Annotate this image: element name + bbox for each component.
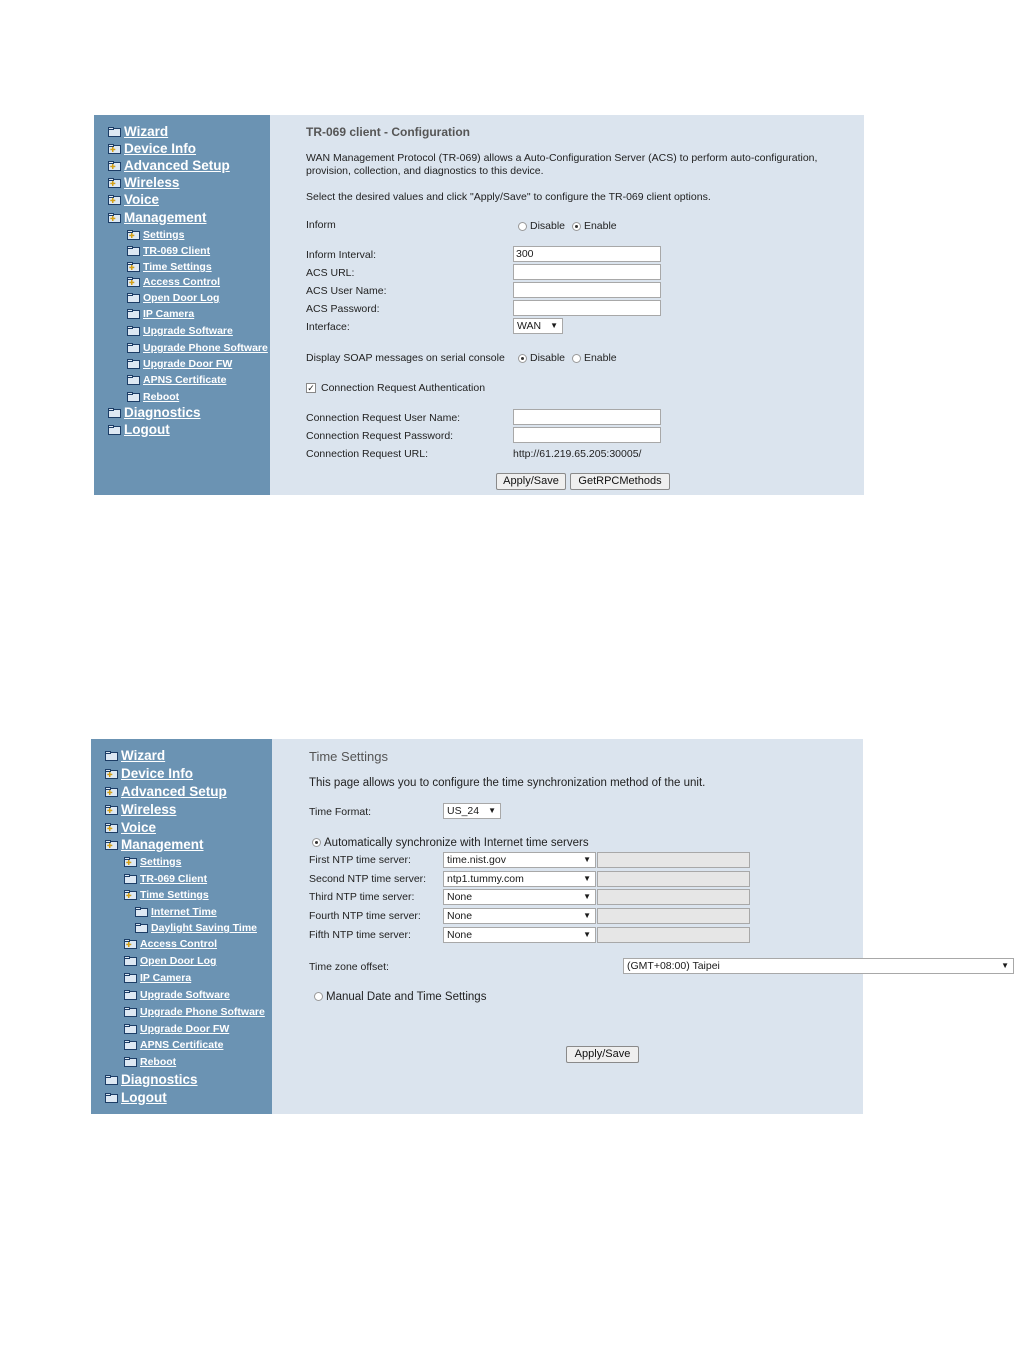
timezone-select[interactable] <box>623 958 1014 974</box>
folder-icon <box>105 1093 118 1103</box>
folder-icon <box>127 293 140 303</box>
manual-row <box>314 991 486 1003</box>
soap-disable-radio[interactable] <box>518 354 527 363</box>
sidebar-item-label[interactable]: TR-069 Client <box>140 873 208 885</box>
conn-user-label: Connection Request User Name: <box>306 412 461 424</box>
folder-plus-icon <box>124 939 137 949</box>
sidebar-nav <box>94 115 270 495</box>
ntp-server-value: None <box>447 910 473 923</box>
folder-icon <box>105 1075 118 1085</box>
ntp-server-value: None <box>447 891 473 904</box>
sidebar-item-settings[interactable] <box>124 856 181 868</box>
folder-plus-icon <box>108 178 121 188</box>
page-title: Time Settings <box>309 749 388 764</box>
inform-disable-label: Disable <box>530 220 566 232</box>
sidebar-item-label[interactable]: Wireless <box>121 802 177 817</box>
sidebar-item-apns-certificate[interactable] <box>127 374 226 386</box>
sidebar-item-label[interactable]: Advanced Setup <box>124 158 230 173</box>
sidebar-item-label[interactable]: Device Info <box>124 141 197 156</box>
time-format-value: US_24 <box>447 805 480 817</box>
folder-icon <box>124 1057 137 1067</box>
sidebar-item-voice[interactable] <box>105 820 156 835</box>
chevron-down-icon: ▼ <box>550 321 558 330</box>
auto-sync-label: Automatically synchronize with Internet time servers <box>324 837 589 849</box>
chevron-down-icon: ▼ <box>583 929 591 939</box>
inform-disable-radio[interactable] <box>518 222 527 231</box>
time-settings-content <box>272 739 1009 1114</box>
folder-plus-icon <box>127 262 140 272</box>
soap-enable-label: Enable <box>583 352 617 364</box>
ntp-server-label: Second NTP time server: <box>309 872 427 885</box>
folder-plus-icon <box>108 144 121 154</box>
soap-disable-label: Disable <box>530 352 566 364</box>
description-line-1: WAN Management Protocol (TR-069) allows a Auto-Configuration Server (ACS) to perform auto-configuration, <box>306 152 818 164</box>
sidebar-item-apns-certificate[interactable] <box>124 1039 223 1051</box>
folder-plus-icon <box>105 805 118 815</box>
chevron-down-icon: ▼ <box>583 873 591 883</box>
folder-icon <box>108 425 121 435</box>
chevron-down-icon: ▼ <box>583 855 591 864</box>
chevron-down-icon: ▼ <box>583 892 591 902</box>
folder-icon <box>127 375 140 385</box>
sidebar-item-label[interactable]: Time Settings <box>140 889 209 901</box>
description: This page allows you to configure the time synchronization method of the unit. <box>309 777 706 789</box>
ntp-server-other-input[interactable] <box>597 908 750 924</box>
folder-icon <box>127 359 140 369</box>
folder-icon <box>124 1024 137 1034</box>
sidebar-item-label[interactable]: Management <box>121 837 204 852</box>
sidebar-item-access-control[interactable] <box>127 276 220 288</box>
ntp-server-select[interactable] <box>443 889 596 905</box>
folder-icon <box>124 1007 137 1017</box>
conn-auth-checkbox[interactable]: ✓ <box>307 383 315 394</box>
ntp-server-other-input[interactable] <box>597 852 750 868</box>
sidebar-item-voice[interactable] <box>108 192 159 207</box>
sidebar-item-tr-069-client[interactable] <box>127 245 210 257</box>
sidebar-item-wizard[interactable] <box>108 124 168 139</box>
sidebar-item-management[interactable] <box>105 837 204 852</box>
auto-sync-radio[interactable] <box>312 838 321 847</box>
manual-radio[interactable] <box>314 992 323 1001</box>
sidebar-item-label[interactable]: Logout <box>121 1090 167 1105</box>
sidebar-item-time-settings[interactable] <box>124 889 209 901</box>
sidebar-item-label[interactable]: Access Control <box>143 276 221 288</box>
folder-icon <box>127 343 140 353</box>
inform-radio-group <box>518 220 617 232</box>
sidebar-item-diagnostics[interactable] <box>105 1072 198 1087</box>
interface-select-value: WAN <box>517 320 542 332</box>
folder-icon <box>124 990 137 1000</box>
time-format-label: Time Format: <box>309 806 372 818</box>
folder-icon <box>135 923 148 933</box>
sidebar-item-wireless[interactable] <box>108 175 179 190</box>
folder-plus-icon <box>108 195 121 205</box>
folder-icon <box>108 127 121 137</box>
get-rpc-methods-button[interactable]: GetRPCMethods <box>570 473 670 490</box>
sidebar-item-label[interactable]: Management <box>124 210 207 225</box>
sidebar-item-label[interactable]: APNS Certificate <box>140 1039 224 1051</box>
sidebar-item-upgrade-phone-software[interactable] <box>124 1006 265 1018</box>
folder-plus-icon <box>108 213 121 223</box>
sidebar-item-label[interactable]: Device Info <box>121 766 194 781</box>
sidebar-item-label[interactable]: Upgrade Software <box>140 989 230 1001</box>
ntp-server-select[interactable] <box>443 852 596 868</box>
acs-password-label: ACS Password: <box>306 303 380 315</box>
tr069-panel <box>94 115 864 495</box>
folder-icon <box>127 392 140 402</box>
sidebar-item-label[interactable]: Open Door Log <box>140 955 217 967</box>
timezone-label: Time zone offset: <box>309 961 389 973</box>
soap-label: Display SOAP messages on serial console <box>306 352 505 364</box>
sidebar-item-management[interactable] <box>108 210 207 225</box>
sidebar-item-label[interactable]: Settings <box>140 856 182 868</box>
sidebar-item-wireless[interactable] <box>105 802 176 817</box>
sidebar-item-logout[interactable] <box>108 422 170 437</box>
folder-icon <box>124 973 137 983</box>
ntp-server-value: None <box>447 928 473 941</box>
sidebar-item-reboot[interactable] <box>127 391 179 403</box>
soap-radio-group <box>518 352 617 364</box>
interface-select[interactable] <box>513 318 563 334</box>
sidebar-item-device-info[interactable] <box>108 141 196 156</box>
sidebar-item-label[interactable]: Reboot <box>143 391 180 403</box>
inform-enable-label: Enable <box>583 220 617 232</box>
folder-plus-icon <box>105 840 118 850</box>
sidebar-item-label[interactable]: APNS Certificate <box>143 374 227 386</box>
acs-url-label: ACS URL: <box>306 267 355 279</box>
sidebar-item-label[interactable]: Wizard <box>121 748 166 763</box>
sidebar-item-access-control[interactable] <box>124 938 217 950</box>
sidebar-nav <box>91 739 272 1114</box>
folder-icon <box>124 874 137 884</box>
ntp-server-other-input[interactable] <box>597 927 750 943</box>
sidebar-item-label[interactable]: Upgrade Door FW <box>143 358 233 370</box>
inform-interval-label: Inform Interval: <box>306 249 377 261</box>
sidebar-item-label[interactable]: Daylight Saving Time <box>151 922 257 934</box>
sidebar-item-advanced-setup[interactable] <box>105 784 227 799</box>
folder-plus-icon <box>105 769 118 779</box>
folder-icon <box>124 1040 137 1050</box>
page-title: TR-069 client - Configuration <box>306 125 471 139</box>
conn-auth-row <box>306 382 485 394</box>
folder-icon <box>108 408 121 418</box>
sidebar-item-label[interactable]: Diagnostics <box>121 1072 198 1087</box>
sidebar-item-upgrade-software[interactable] <box>124 989 230 1001</box>
ntp-server-other-input[interactable] <box>597 871 750 887</box>
sidebar-item-label[interactable]: Time Settings <box>143 261 212 273</box>
timezone-value: (GMT+08:00) Taipei <box>627 960 720 972</box>
folder-icon <box>135 907 148 917</box>
conn-user-input[interactable] <box>513 409 661 425</box>
ntp-server-label: Third NTP time server: <box>309 891 415 904</box>
sidebar-item-label[interactable]: TR-069 Client <box>143 245 211 257</box>
acs-user-label: ACS User Name: <box>306 285 387 297</box>
sidebar-item-upgrade-door-fw[interactable] <box>127 358 232 370</box>
inform-label: Inform <box>306 219 336 231</box>
folder-icon <box>124 956 137 966</box>
sidebar-item-label[interactable]: Logout <box>124 422 170 437</box>
description-line-2: provision, collection, and diagnostics to this device. <box>306 165 544 177</box>
sidebar-item-label[interactable]: Voice <box>121 820 157 835</box>
sidebar-item-open-door-log[interactable] <box>124 955 216 967</box>
sidebar-item-upgrade-software[interactable] <box>127 325 233 337</box>
chevron-down-icon: ▼ <box>488 806 496 815</box>
conn-password-label: Connection Request Password: <box>306 430 454 442</box>
chevron-down-icon: ▼ <box>583 911 591 921</box>
folder-icon <box>127 326 140 336</box>
sidebar-item-wizard[interactable] <box>105 748 165 763</box>
sidebar-item-label[interactable]: Reboot <box>140 1056 177 1068</box>
folder-plus-icon <box>105 787 118 797</box>
folder-plus-icon <box>105 823 118 833</box>
acs-url-input[interactable] <box>513 264 661 280</box>
ntp-server-label: First NTP time server: <box>309 854 411 866</box>
sidebar-item-reboot[interactable] <box>124 1056 176 1068</box>
time-settings-panel <box>91 739 1009 1114</box>
sidebar-item-internet-time[interactable] <box>135 906 217 918</box>
conn-password-input[interactable] <box>513 427 661 443</box>
auto-sync-row <box>312 837 589 849</box>
sidebar-item-upgrade-phone-software[interactable] <box>127 342 268 354</box>
sidebar-item-label[interactable]: Upgrade Phone Software <box>140 1006 265 1018</box>
sidebar-item-settings[interactable] <box>127 229 184 241</box>
interface-label: Interface: <box>306 321 350 333</box>
folder-plus-icon <box>127 230 140 240</box>
sidebar-item-label[interactable]: Settings <box>143 229 185 241</box>
folder-plus-icon <box>108 161 121 171</box>
sidebar-item-logout[interactable] <box>105 1090 167 1105</box>
sidebar-item-label[interactable]: Wizard <box>124 124 169 139</box>
sidebar-item-label[interactable]: Advanced Setup <box>121 784 227 799</box>
manual-label: Manual Date and Time Settings <box>326 991 487 1003</box>
sidebar-item-daylight-saving-time[interactable] <box>135 922 257 934</box>
tr069-content <box>270 115 864 495</box>
sidebar-item-time-settings[interactable] <box>127 261 212 273</box>
sidebar-item-label[interactable]: Open Door Log <box>143 292 220 304</box>
folder-icon <box>105 751 118 761</box>
time-format-select[interactable] <box>443 803 501 819</box>
sidebar-item-label[interactable]: IP Camera <box>143 308 195 320</box>
ntp-server-label: Fourth NTP time server: <box>309 910 421 923</box>
inform-enable-radio[interactable] <box>572 222 581 231</box>
sidebar-item-upgrade-door-fw[interactable] <box>124 1023 229 1035</box>
apply-save-button[interactable]: Apply/Save <box>496 473 566 490</box>
sidebar-item-label[interactable]: Voice <box>124 192 160 207</box>
conn-url-value: http://61.219.65.205:30005/ <box>513 448 642 460</box>
ntp-server-other-input[interactable] <box>597 889 750 905</box>
sidebar-item-device-info[interactable] <box>105 766 193 781</box>
folder-icon <box>127 246 140 256</box>
sidebar-item-label[interactable]: Access Control <box>140 938 218 950</box>
acs-user-input[interactable] <box>513 282 661 298</box>
sidebar-item-ip-camera[interactable] <box>127 308 194 320</box>
folder-icon <box>127 309 140 319</box>
apply-save-button[interactable]: Apply/Save <box>566 1046 639 1063</box>
ntp-server-select[interactable] <box>443 871 596 887</box>
ntp-server-select[interactable] <box>443 908 596 924</box>
sidebar-item-open-door-log[interactable] <box>127 292 219 304</box>
sidebar-item-advanced-setup[interactable] <box>108 158 230 173</box>
folder-plus-icon <box>127 277 140 287</box>
conn-url-label: Connection Request URL: <box>306 448 428 460</box>
ntp-server-value: ntp1.tummy.com <box>447 872 524 885</box>
sidebar-item-tr-069-client[interactable] <box>124 873 207 885</box>
sidebar-item-diagnostics[interactable] <box>108 405 201 420</box>
folder-plus-icon <box>124 857 137 867</box>
sidebar-item-label[interactable]: Upgrade Phone Software <box>143 342 268 354</box>
sidebar-item-label[interactable]: Wireless <box>124 175 180 190</box>
sidebar-item-label[interactable]: Upgrade Door FW <box>140 1023 230 1035</box>
soap-enable-radio[interactable] <box>572 354 581 363</box>
chevron-down-icon: ▼ <box>1001 961 1009 970</box>
sidebar-item-label[interactable]: Diagnostics <box>124 405 201 420</box>
ntp-server-value: time.nist.gov <box>447 854 506 866</box>
sidebar-item-label[interactable]: Internet Time <box>151 906 217 918</box>
sidebar-item-ip-camera[interactable] <box>124 972 191 984</box>
inform-interval-input[interactable]: 300 <box>513 246 661 262</box>
conn-auth-label: Connection Request Authentication <box>321 382 486 394</box>
description-line-3: Select the desired values and click "Apply/Save" to configure the TR-069 client options. <box>306 191 711 203</box>
acs-password-input[interactable] <box>513 300 661 316</box>
ntp-server-label: Fifth NTP time server: <box>309 928 411 941</box>
ntp-server-select[interactable] <box>443 927 596 943</box>
sidebar-item-label[interactable]: Upgrade Software <box>143 325 233 337</box>
folder-plus-icon <box>124 890 137 900</box>
sidebar-item-label[interactable]: IP Camera <box>140 972 192 984</box>
